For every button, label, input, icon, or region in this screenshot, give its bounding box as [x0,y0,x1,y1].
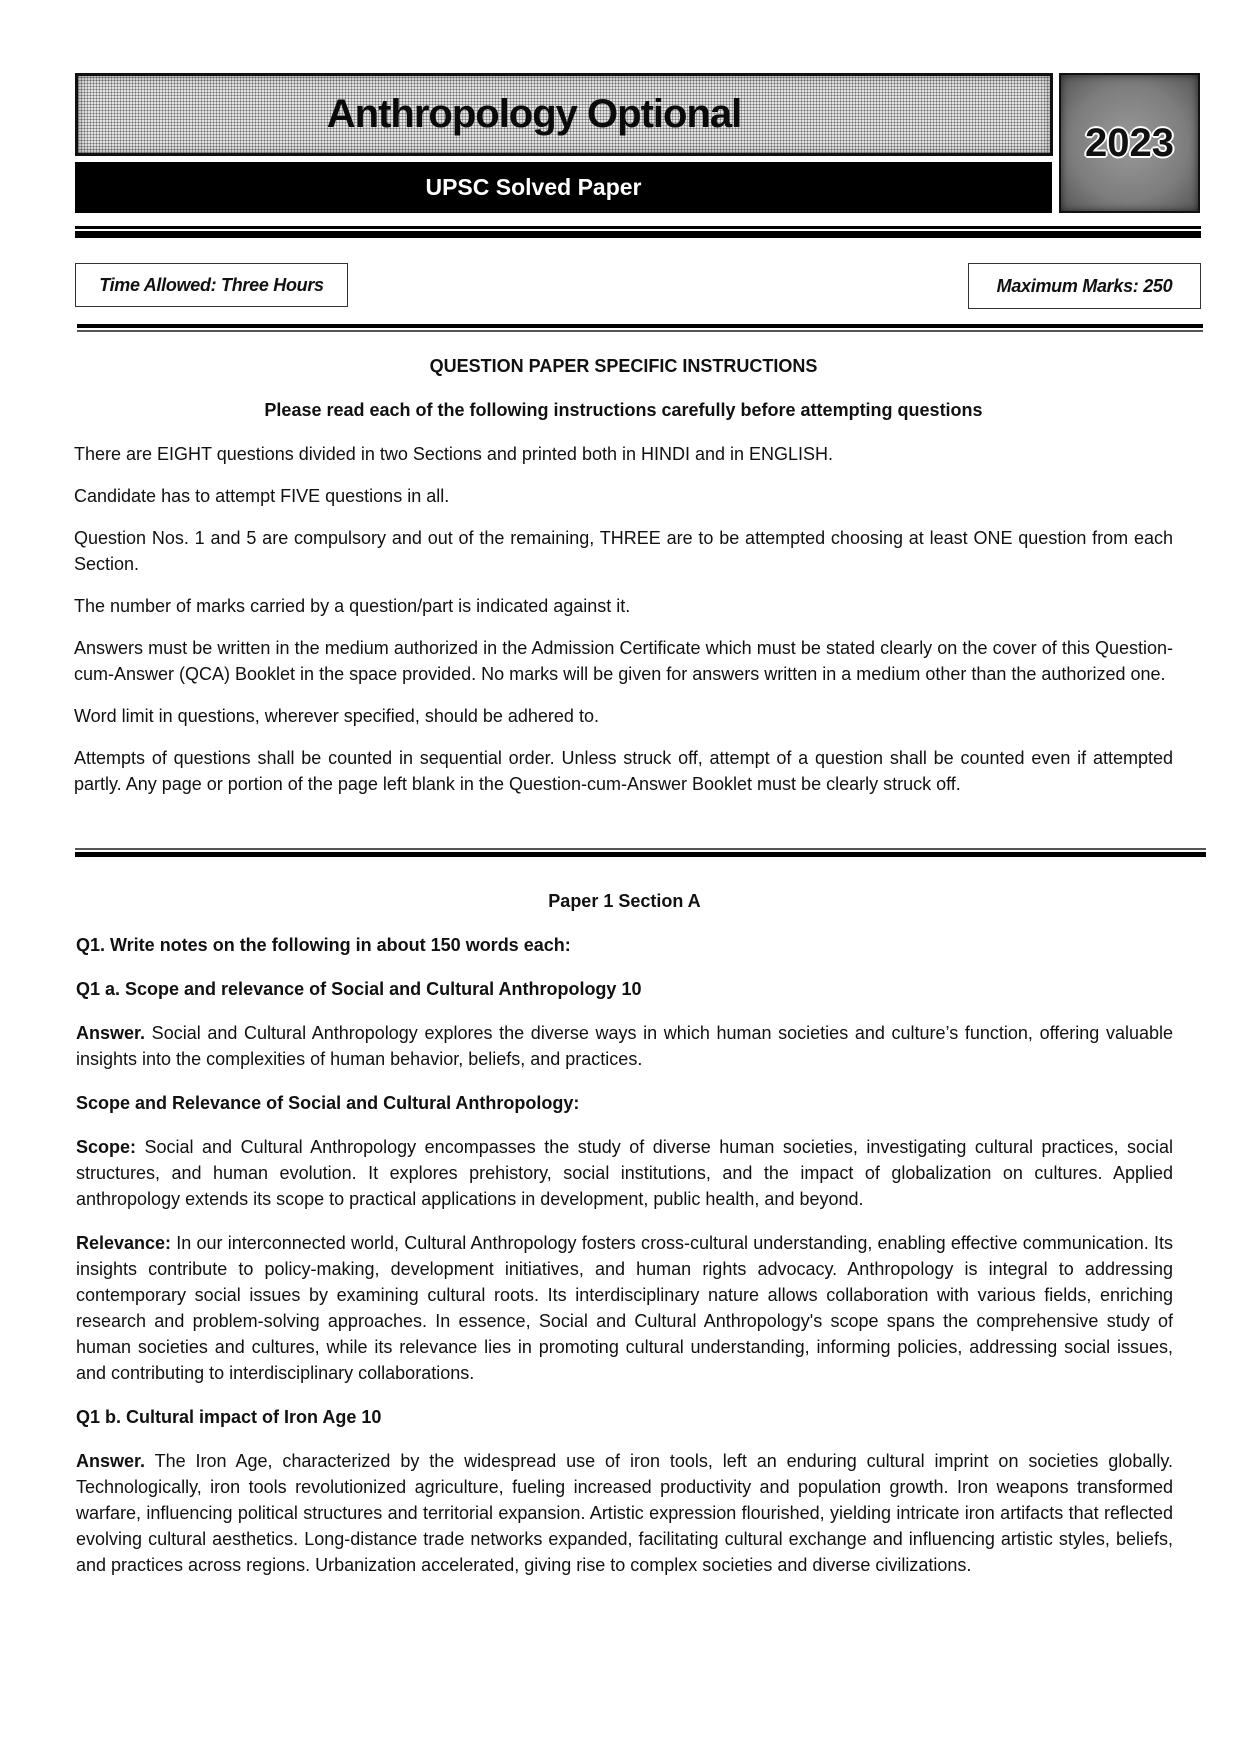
relevance-label: Relevance: [76,1233,172,1253]
header-divider-thick [75,231,1201,238]
instruction-item: Attempts of questions shall be counted in sequential order. Unless struck off, attempt of a question shall be counted even if attempted partly. Any page or portion of the page left blank in the Question-cum-Answer Booklet must be clearly struck off. [74,748,1173,794]
header-divider-thin [75,226,1201,229]
maximum-marks-box [968,263,1201,309]
instructions-divider-thick [77,324,1203,328]
answer-subheading: Scope and Relevance of Social and Cultural Anthropology: [76,1093,580,1113]
answer-text: The Iron Age, characterized by the widespread use of iron tools, left an enduring cultural imprint on societies globally. Technologically, iron tools revolutionized agriculture, fueling increased productivity and population growth. Iron weapons transformed warfare, influencing political structures and territorial expansion. Artistic expression flourished, yielding intricate iron artifacts that reflected evolving cultural aesthetics. Long-distance trade networks expanded, facilitating cultural exchange and influencing artistic styles, beliefs, and practices across regions. Urbanization accelerated, giving rise to complex societies and diverse civilizations. [76,1451,1173,1575]
document-subtitle: UPSC Solved Paper [425,174,642,200]
scope-label: Scope: [76,1137,137,1157]
title-banner [75,73,1053,156]
section-title: Paper 1 Section A [548,891,701,911]
year-label: 2023 [1085,120,1174,165]
instructions-subheading: Please read each of the following instructions carefully before attempting questions [264,400,983,420]
question-heading-q1a: Q1 a. Scope and relevance of Social and Cultural Anthropology 10 [76,979,642,999]
answer-label: Answer. [76,1451,146,1471]
instruction-item: Candidate has to attempt FIVE questions in all. [74,486,450,506]
section-divider-thin [75,848,1206,850]
maximum-marks-text: Maximum Marks: 250 [996,275,1173,296]
instruction-item: Word limit in questions, wherever specified, should be adhered to. [74,706,599,726]
document-title: Anthropology Optional [326,92,742,136]
instruction-item: There are EIGHT questions divided in two Sections and printed both in HINDI and in ENGLISH. [74,444,834,464]
subtitle-banner [75,162,1052,213]
answer-q1b [76,1448,1173,1578]
instruction-item: Question Nos. 1 and 5 are compulsory and out of the remaining, THREE are to be attempted choosing at least ONE question from each Section. [74,528,1173,574]
section-divider-thick [75,852,1206,857]
relevance-text: In our interconnected world, Cultural Anthropology fosters cross-cultural understanding, enabling effective communication. Its insights contribute to policy-making, development initiatives, and human rights advocacy. Anthropology is integral to addressing contemporary social issues by examining cultural roots. Its interdisciplinary nature allows collaboration with various fields, enriching research and problem-solving approaches. In essence, Social and Cultural Anthropology's scope spans the comprehensive study of human societies and cultures, while its relevance lies in promoting cultural understanding, informing policies, addressing social issues, and contributing to interdisciplinary collaborations. [76,1233,1173,1383]
answer-q1a-intro [76,1020,1173,1072]
section-a [76,888,1173,1578]
question-heading-q1b: Q1 b. Cultural impact of Iron Age 10 [76,1407,382,1427]
time-allowed-text: Time Allowed: Three Hours [99,274,324,295]
instructions-divider-thin [77,330,1203,332]
scope-paragraph [76,1134,1173,1212]
instruction-item: Answers must be written in the medium authorized in the Admission Certificate which must be stated clearly on the cover of this Question-cum-Answer (QCA) Booklet in the space provided. No marks will be given for answers written in a medium other than the authorized one. [74,638,1173,684]
instructions-section [74,353,1173,797]
year-badge [1059,73,1200,213]
scope-text: Social and Cultural Anthropology encompasses the study of diverse human societies, investigating cultural practices, social structures, and human evolution. It explores prehistory, social institutions, and the impact of globalization on cultures. Applied anthropology extends its scope to practical applications in development, public health, and beyond. [76,1137,1173,1209]
time-allowed-box [75,263,348,307]
question-heading-q1: Q1. Write notes on the following in about 150 words each: [76,935,571,955]
relevance-paragraph [76,1230,1173,1386]
answer-text: Social and Cultural Anthropology explores the diverse ways in which human societies and culture’s function, offering valuable insights into the complexities of human behavior, beliefs, and practices. [76,1023,1173,1069]
answer-label: Answer. [76,1023,146,1043]
instructions-heading: QUESTION PAPER SPECIFIC INSTRUCTIONS [429,356,818,376]
instruction-item: The number of marks carried by a question/part is indicated against it. [74,596,631,616]
